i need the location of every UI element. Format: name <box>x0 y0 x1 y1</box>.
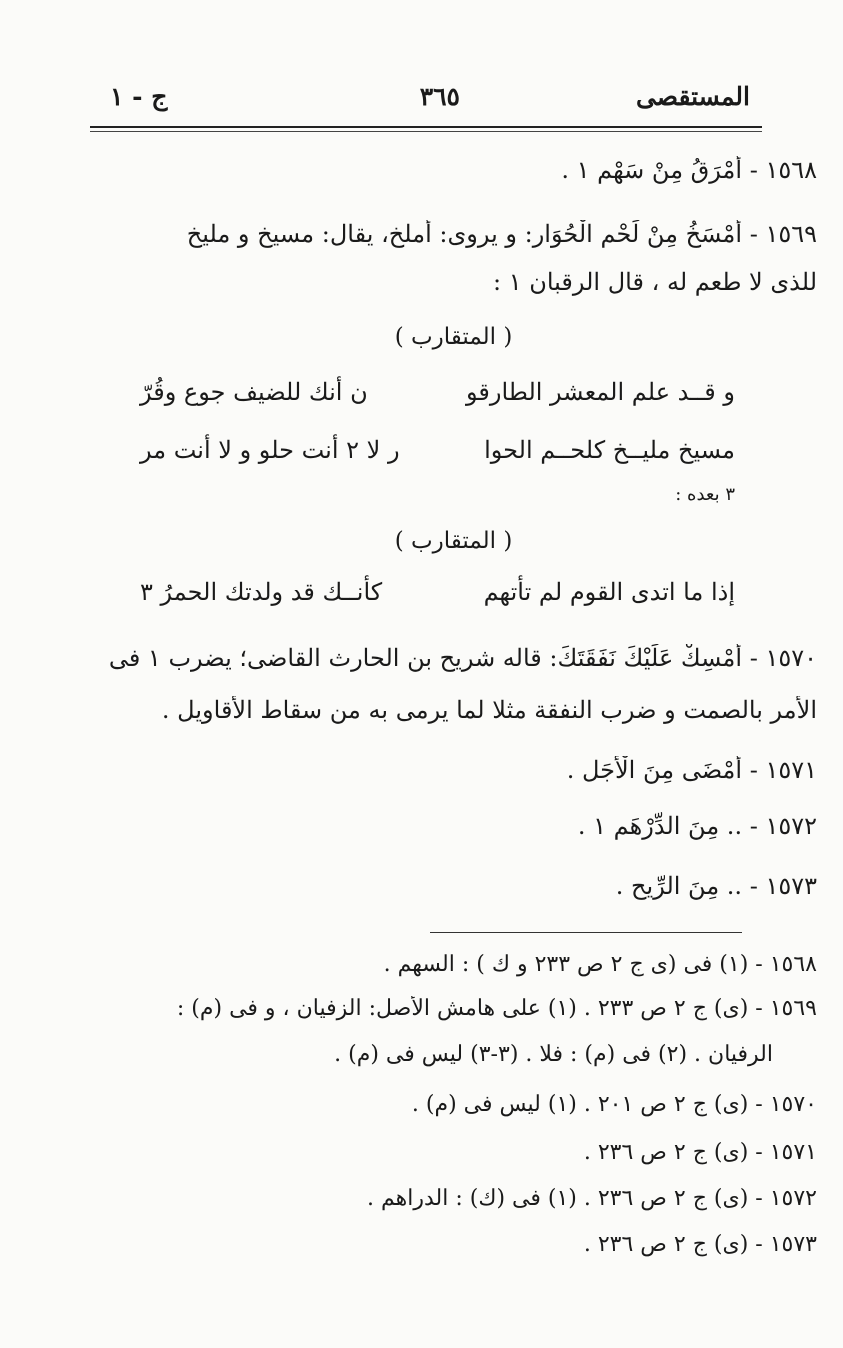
book-title: المستقصى <box>635 82 750 111</box>
footnote: ١٥٦٩ - (ى) ج ٢ ص ٢٣٣ . (١) على هامش الأصل: الزفيان ، و فى (م) : <box>176 996 817 1021</box>
page-number: ٣٦٥ <box>419 82 460 111</box>
verse-hemistich: ن أنك للضيف جوع وقُرّ <box>140 378 368 406</box>
entry-1570: ١٥٧٠ - أَمْسِكْ عَلَيْكَ نَفَقَتَكَ: قاله شريح بن الحارث القاضى؛ يضرب ١ فى <box>108 644 817 672</box>
footnote: ١٥٧٣ - (ى) ج ٢ ص ٢٣٦ . <box>583 1232 817 1257</box>
entry-1569-cont: للذى لا طعم له ، قال الرقبان ١ : <box>492 268 817 296</box>
verse-line <box>140 378 735 412</box>
verse-hemistich: إذا ما اتدى القوم لم تأتهم <box>483 578 735 606</box>
footnote: ١٥٧١ - (ى) ج ٢ ص ٢٣٦ . <box>583 1140 817 1165</box>
page-header <box>110 78 750 122</box>
verse-hemistich: ر لا ٢ أنت حلو و لا أنت مر <box>140 436 400 464</box>
header-rule-thin <box>90 131 762 132</box>
verse-hemistich: مسيخ مليــخ كلحــم الحوا <box>484 436 735 464</box>
entry-1572: ١٥٧٢ - .. مِنَ الدِّرْهَمِ ١ . <box>577 812 817 840</box>
entry-1571: ١٥٧١ - أَمْضَى مِنَ الْأَجَلِ . <box>566 756 817 784</box>
after-verse-note: ٣ بعده : <box>675 484 735 505</box>
footnote: ١٥٦٨ - (١) فى (ى ج ٢ ص ٢٣٣ و ك ) : السهم . <box>383 952 817 977</box>
verse-line <box>140 436 735 470</box>
entry-1570-cont: الأمر بالصمت و ضرب النفقة مثلا لما يرمى به من سقاط الأقاويل . <box>161 696 817 724</box>
verse-line <box>140 578 735 612</box>
volume-label: ج - ١ <box>110 82 168 111</box>
meter-label: ( المتقارب ) <box>394 528 513 554</box>
footnote-cont: الرفيان . (٢) فى (م) : فلا . (٣-٣) ليس فى (م) . <box>334 1042 773 1067</box>
meter-label: ( المتقارب ) <box>394 324 513 350</box>
entry-1569: ١٥٦٩ - أَمْسَخُ مِنْ لَحْمِ الْحُوَارِ: و يروى: أملخ، يقال: مسيخ و مليخ <box>186 220 817 248</box>
footnote-rule <box>430 932 742 933</box>
footnote: ١٥٧٢ - (ى) ج ٢ ص ٢٣٦ . (١) فى (ك) : الدراهم . <box>367 1186 817 1211</box>
verse-hemistich: كأنــك قد ولدتك الحمرُ ٣ <box>140 578 383 606</box>
header-rule <box>90 126 762 128</box>
entry-1568: ١٥٦٨ - أَمْرَقُ مِنْ سَهْمٍ ١ . <box>561 156 817 184</box>
verse-hemistich: و قــد علم المعشر الطارقو <box>465 378 735 406</box>
footnote: ١٥٧٠ - (ى) ج ٢ ص ٢٠١ . (١) ليس فى (م) . <box>411 1092 817 1117</box>
entry-1573: ١٥٧٣ - .. مِنَ الرِّيحِ . <box>615 872 817 900</box>
